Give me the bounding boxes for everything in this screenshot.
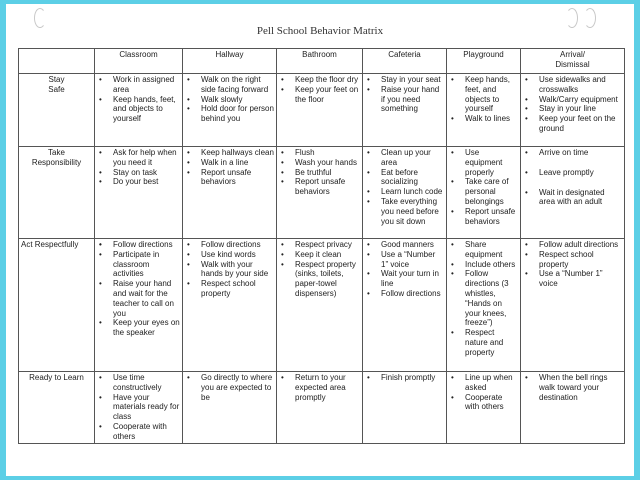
bullet-item: • Keep your feet on the ground (523, 114, 622, 134)
bullet-list (185, 240, 274, 299)
bullet-list (449, 240, 518, 358)
bullet-item: • Walk on the right side facing forward (185, 75, 274, 95)
bullet-item: • Follow directions (185, 240, 274, 250)
cell-act-respectfully-hallway (183, 239, 277, 372)
bullet-list (523, 373, 622, 402)
bullet-item: • Good manners (365, 240, 444, 250)
bullet-item: • Report unsafe behaviors (449, 207, 518, 227)
bullet-list (279, 373, 360, 402)
bullet-item: • Hold door for person behind you (185, 104, 274, 124)
document-page (6, 4, 634, 476)
cell-ready-to-learn-playground (447, 372, 521, 444)
bullet-item: • Use a “Number 1” voice (365, 250, 444, 270)
bullet-item: • Walk with your hands by your side (185, 260, 274, 280)
cell-act-respectfully-playground (447, 239, 521, 372)
bullet-item: • Use a “Number 1” voice (523, 269, 622, 289)
matrix-row-take-responsibility (19, 147, 625, 239)
bullet-list (97, 240, 180, 338)
column-header-arrival-dismissal: Arrival/ Dismissal (521, 49, 625, 74)
bullet-item: • Follow directions (97, 240, 180, 250)
cell-stay-safe-hallway (183, 74, 277, 147)
row-header-act-respectfully: Act Respectfully (19, 239, 95, 372)
bullet-item: • Keep hands, feet, and objects to yourself (449, 75, 518, 114)
bullet-item: • Keep hallways clean (185, 148, 274, 158)
bullet-item: • Use time constructively (97, 373, 180, 393)
column-header-cafeteria: Cafeteria (363, 49, 447, 74)
cell-stay-safe-classroom (95, 74, 183, 147)
page-title: Pell School Behavior Matrix (256, 25, 384, 37)
bullet-list (449, 148, 518, 226)
matrix-row-act-respectfully (19, 239, 625, 372)
bullet-item: • Stay on task (97, 168, 180, 178)
bullet-item: • Clean up your area (365, 148, 444, 168)
cell-stay-safe-arrival-dismissal (521, 74, 625, 147)
bullet-item: • Wait your turn in line (365, 269, 444, 289)
bullet-list (97, 75, 180, 124)
bullet-item: • Be truthful (279, 168, 360, 178)
corner-header (19, 49, 95, 74)
bullet-item: • Participate in classroom activities (97, 250, 180, 279)
bullet-item: • Respect property (sinks, toilets, paper-towel dispensers) (279, 260, 360, 299)
row-header-take-responsibility: Take Responsibility (19, 147, 95, 239)
bullet-item: • Learn lunch code (365, 187, 444, 197)
bullet-list (279, 240, 360, 299)
bullet-item: • Keep hands, feet, and objects to yourself (97, 95, 180, 124)
bullet-item: • Respect school property (185, 279, 274, 299)
bullet-item: • Have your materials ready for class (97, 393, 180, 422)
bullet-item: • Respect nature and property (449, 328, 518, 357)
cell-take-responsibility-hallway (183, 147, 277, 239)
bullet-item: • Use sidewalks and crosswalks (523, 75, 622, 95)
bullet-list (185, 373, 274, 402)
bullet-item: • Keep the floor dry (279, 75, 360, 85)
bullet-item: • Take everything you need before you sit down (365, 197, 444, 226)
bullet-list (365, 240, 444, 299)
cell-ready-to-learn-cafeteria (363, 372, 447, 444)
column-header-playground: Playground (447, 49, 521, 74)
cell-take-responsibility-classroom (95, 147, 183, 239)
bullet-item: • Line up when asked (449, 373, 518, 393)
bullet-item: • Finish promptly (365, 373, 444, 383)
cell-stay-safe-bathroom (277, 74, 363, 147)
cell-take-responsibility-cafeteria (363, 147, 447, 239)
bullet-list (523, 148, 622, 207)
bullet-item: • Raise your hand if you need something (365, 85, 444, 114)
bullet-item: • Report unsafe behaviors (279, 177, 360, 197)
bullet-item: • Include others (449, 260, 518, 270)
bullet-list (97, 373, 180, 442)
bullet-item: • Keep your feet on the floor (279, 85, 360, 105)
bullet-item: • Use equipment properly (449, 148, 518, 177)
bullet-item: • Go directly to where you are expected to be (185, 373, 274, 402)
bullet-item: • Take care of personal belongings (449, 177, 518, 206)
bullet-item: • Keep it clean (279, 250, 360, 260)
column-header-bathroom: Bathroom (277, 49, 363, 74)
row-header-stay-safe: Stay Safe (19, 74, 95, 147)
bullet-list (365, 75, 444, 114)
behavior-matrix-table (18, 48, 625, 444)
bullet-item: • Wash your hands (279, 158, 360, 168)
bullet-list (97, 148, 180, 187)
bullet-item: • Flush (279, 148, 360, 158)
cell-take-responsibility-playground (447, 147, 521, 239)
bullet-item: • Walk/Carry equipment (523, 95, 622, 105)
bullet-item: • Follow directions (3 whistles, “Hands on your knees, freeze”) (449, 269, 518, 328)
bullet-item: • When the bell rings walk toward your destination (523, 373, 622, 402)
bullet-item: • Arrive on time (523, 148, 622, 158)
cell-act-respectfully-arrival-dismissal (521, 239, 625, 372)
bullet-item: • Work in assigned area (97, 75, 180, 95)
bullet-list (523, 240, 622, 289)
bullet-item: • Return to your expected area promptly (279, 373, 360, 402)
column-header-classroom: Classroom (95, 49, 183, 74)
bullet-item: • Ask for help when you need it (97, 148, 180, 168)
row-header-ready-to-learn: Ready to Learn (19, 372, 95, 444)
cell-stay-safe-playground (447, 74, 521, 147)
cell-stay-safe-cafeteria (363, 74, 447, 147)
cell-ready-to-learn-arrival-dismissal (521, 372, 625, 444)
cell-ready-to-learn-bathroom (277, 372, 363, 444)
cell-ready-to-learn-hallway (183, 372, 277, 444)
bullet-item: • Stay in your line (523, 104, 622, 114)
cell-take-responsibility-bathroom (277, 147, 363, 239)
bullet-item: • Follow adult directions (523, 240, 622, 250)
cell-act-respectfully-bathroom (277, 239, 363, 372)
bullet-item: • Share equipment (449, 240, 518, 260)
bullet-list (365, 148, 444, 226)
bullet-item: • Walk to lines (449, 114, 518, 124)
bullet-item: • Do your best (97, 177, 180, 187)
bullet-item: • Raise your hand and wait for the teacher to call on you (97, 279, 180, 318)
bullet-list (449, 75, 518, 124)
bullet-item: • Walk slowly (185, 95, 274, 105)
bullet-item: • Cooperate with others (97, 422, 180, 442)
bullet-item: • Respect privacy (279, 240, 360, 250)
bullet-list (449, 373, 518, 412)
bullet-item: • Leave promptly (523, 168, 622, 178)
bullet-item: • Keep your eyes on the speaker (97, 318, 180, 338)
bullet-list (365, 373, 444, 383)
bullet-list (185, 75, 274, 124)
bullet-item: • Use kind words (185, 250, 274, 260)
matrix-row-stay-safe (19, 74, 625, 147)
bullet-item: • Cooperate with others (449, 393, 518, 413)
matrix-row-ready-to-learn (19, 372, 625, 444)
bullet-item: • Stay in your seat (365, 75, 444, 85)
cell-ready-to-learn-classroom (95, 372, 183, 444)
bullet-item: • Report unsafe behaviors (185, 168, 274, 188)
bullet-list (185, 148, 274, 187)
bullet-list (279, 148, 360, 197)
bullet-list (523, 75, 622, 134)
bullet-item: • Respect school property (523, 250, 622, 270)
cell-act-respectfully-classroom (95, 239, 183, 372)
cell-act-respectfully-cafeteria (363, 239, 447, 372)
bullet-item: • Walk in a line (185, 158, 274, 168)
header-row (19, 49, 625, 74)
column-header-hallway: Hallway (183, 49, 277, 74)
bullet-list (279, 75, 360, 104)
cell-take-responsibility-arrival-dismissal (521, 147, 625, 239)
bullet-item: • Eat before socializing (365, 168, 444, 188)
bullet-item: • Wait in designated area with an adult (523, 188, 622, 208)
bullet-item: • Follow directions (365, 289, 444, 299)
